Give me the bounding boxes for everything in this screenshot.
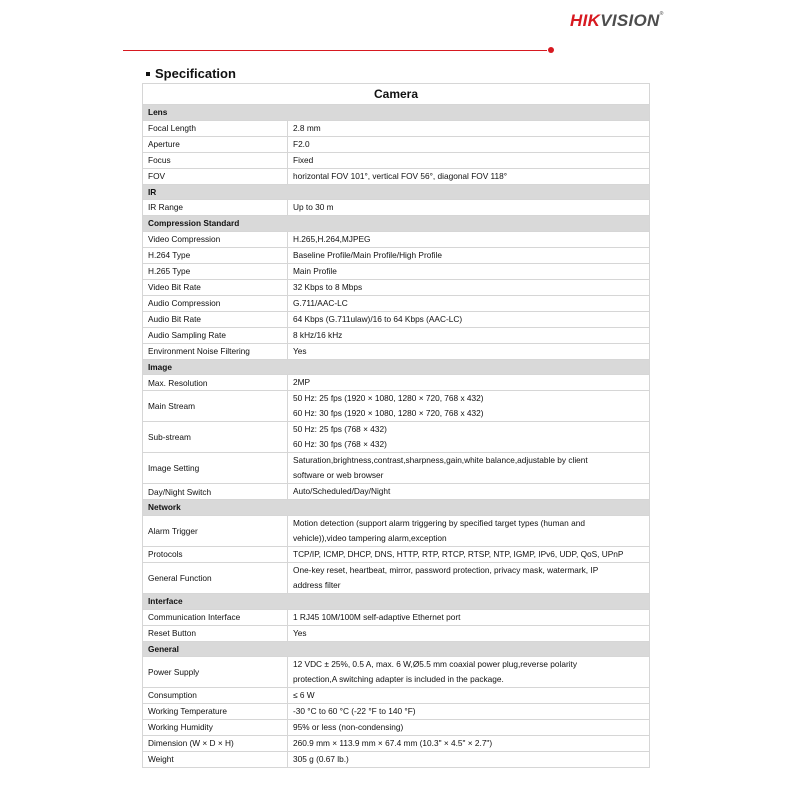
spec-row (143, 200, 650, 216)
spec-table (142, 83, 650, 768)
table-title: Camera (143, 84, 650, 105)
spec-value-line: 50 Hz: 25 fps (1920 × 1080, 1280 × 720, 768 x 432) (293, 393, 484, 404)
spec-value-line: 60 Hz: 30 fps (1920 × 1080, 1280 × 720, 768 x 432) (293, 408, 484, 419)
spec-value-line: 95% or less (non-condensing) (293, 722, 404, 733)
spec-value-line: Motion detection (support alarm triggering by specified target types (human and (293, 517, 585, 528)
group-row-ir (143, 184, 650, 200)
spec-key: Power Supply (143, 657, 288, 688)
spec-value (288, 657, 650, 688)
group-row-compression-standard (143, 216, 650, 232)
spec-value (288, 295, 650, 311)
group-heading: IR (143, 184, 650, 200)
group-row-image (143, 359, 650, 375)
spec-value-line: Yes (293, 345, 307, 356)
spec-row (143, 453, 650, 484)
spec-row (143, 327, 650, 343)
spec-value-line: software or web browser (293, 470, 384, 481)
spec-key: Working Humidity (143, 720, 288, 736)
section-heading (146, 66, 236, 81)
spec-key: FOV (143, 168, 288, 184)
logo-part-vision: VISION (600, 11, 660, 30)
spec-key: Audio Compression (143, 295, 288, 311)
spec-value-line: ≤ 6 W (293, 690, 315, 701)
spec-value-line: Up to 30 m (293, 202, 334, 213)
spec-value (288, 168, 650, 184)
spec-value-line: 260.9 mm × 113.9 mm × 67.4 mm (10.3" × 4.5" × 2.7") (293, 738, 493, 749)
group-heading: General (143, 641, 650, 657)
spec-key: Main Stream (143, 391, 288, 422)
table-title-row (143, 84, 650, 105)
spec-row (143, 247, 650, 263)
spec-row (143, 120, 650, 136)
spec-row (143, 168, 650, 184)
spec-row (143, 609, 650, 625)
spec-row (143, 152, 650, 168)
spec-value-line: Yes (293, 627, 307, 638)
spec-key: Dimension (W × D × H) (143, 736, 288, 752)
spec-value (288, 231, 650, 247)
registered-mark: ® (659, 11, 664, 17)
spec-value-line: TCP/IP, ICMP, DHCP, DNS, HTTP, RTP, RTCP, RTSP, NTP, IGMP, IPv6, UDP, QoS, UPnP (293, 548, 624, 559)
spec-value-line: 60 Hz: 30 fps (768 × 432) (293, 439, 387, 450)
spec-value-line: G.711/AAC-LC (293, 297, 348, 308)
spec-row (143, 704, 650, 720)
spec-key: Focal Length (143, 120, 288, 136)
spec-row (143, 231, 650, 247)
spec-key: General Function (143, 562, 288, 593)
spec-key: Weight (143, 752, 288, 768)
spec-value (288, 136, 650, 152)
spec-row (143, 263, 650, 279)
spec-value (288, 279, 650, 295)
section-title: Specification (155, 66, 236, 81)
spec-key: Video Bit Rate (143, 279, 288, 295)
spec-key: H.265 Type (143, 263, 288, 279)
group-heading: Interface (143, 593, 650, 609)
spec-value-line: 64 Kbps (G.711ulaw)/16 to 64 Kbps (AAC-LC) (293, 313, 463, 324)
spec-value (288, 327, 650, 343)
spec-row (143, 422, 650, 453)
spec-value-line: horizontal FOV 101°, vertical FOV 56°, diagonal FOV 118° (293, 170, 508, 181)
spec-key: Audio Sampling Rate (143, 327, 288, 343)
spec-row (143, 736, 650, 752)
spec-value (288, 453, 650, 484)
spec-value (288, 391, 650, 422)
spec-value (288, 343, 650, 359)
spec-value (288, 263, 650, 279)
spec-row (143, 752, 650, 768)
spec-row (143, 562, 650, 593)
spec-row (143, 657, 650, 688)
group-row-interface (143, 593, 650, 609)
spec-row (143, 688, 650, 704)
group-row-general (143, 641, 650, 657)
group-heading: Compression Standard (143, 216, 650, 232)
spec-key: Aperture (143, 136, 288, 152)
spec-value (288, 247, 650, 263)
spec-key: Focus (143, 152, 288, 168)
spec-row (143, 720, 650, 736)
spec-value-line: 305 g (0.67 lb.) (293, 754, 349, 765)
spec-value-line: Saturation,brightness,contrast,sharpness,gain,white balance,adjustable by client (293, 455, 588, 466)
spec-value (288, 422, 650, 453)
spec-row (143, 625, 650, 641)
spec-value-line: 2.8 mm (293, 122, 321, 133)
spec-key: Communication Interface (143, 609, 288, 625)
spec-row (143, 484, 650, 500)
spec-key: Audio Bit Rate (143, 311, 288, 327)
spec-value (288, 736, 650, 752)
spec-value-line: vehicle)),video tampering alarm,exception (293, 532, 447, 543)
spec-key: Working Temperature (143, 704, 288, 720)
spec-value (288, 375, 650, 391)
spec-value-line: Fixed (293, 154, 314, 165)
spec-key: Day/Night Switch (143, 484, 288, 500)
group-row-lens (143, 105, 650, 121)
spec-value-line: F2.0 (293, 138, 310, 149)
spec-value (288, 704, 650, 720)
spec-value-line: One-key reset, heartbeat, mirror, password protection, privacy mask, watermark, IP (293, 564, 599, 575)
spec-key: Max. Resolution (143, 375, 288, 391)
spec-row (143, 391, 650, 422)
spec-value (288, 152, 650, 168)
spec-value-line: 1 RJ45 10M/100M self-adaptive Ethernet port (293, 611, 461, 622)
spec-value-line: 8 kHz/16 kHz (293, 329, 343, 340)
spec-value (288, 311, 650, 327)
spec-key: Reset Button (143, 625, 288, 641)
spec-value (288, 546, 650, 562)
spec-value-line: 32 Kbps to 8 Mbps (293, 281, 363, 292)
spec-value (288, 720, 650, 736)
spec-key: Image Setting (143, 453, 288, 484)
spec-value-line: H.265,H.264,MJPEG (293, 233, 371, 244)
spec-row (143, 295, 650, 311)
spec-value-line: 2MP (293, 377, 311, 388)
spec-value-line: address filter (293, 579, 341, 590)
spec-row (143, 515, 650, 546)
spec-value (288, 688, 650, 704)
spec-value (288, 609, 650, 625)
spec-row (143, 375, 650, 391)
spec-row (143, 546, 650, 562)
spec-key: Video Compression (143, 231, 288, 247)
group-heading: Lens (143, 105, 650, 121)
spec-value (288, 752, 650, 768)
spec-value (288, 200, 650, 216)
spec-row (143, 279, 650, 295)
bullet-icon (146, 72, 150, 76)
spec-value (288, 625, 650, 641)
spec-key: Sub-stream (143, 422, 288, 453)
header-divider-dot (548, 47, 554, 53)
spec-row (143, 343, 650, 359)
spec-value (288, 120, 650, 136)
spec-key: Protocols (143, 546, 288, 562)
spec-key: Alarm Trigger (143, 515, 288, 546)
spec-value-line: 50 Hz: 25 fps (768 × 432) (293, 424, 387, 435)
hikvision-logo (570, 11, 664, 31)
spec-value-line: Baseline Profile/Main Profile/High Profile (293, 249, 442, 260)
spec-value-line: protection,A switching adapter is included in the package. (293, 674, 504, 685)
spec-value-line: Auto/Scheduled/Day/Night (293, 486, 391, 497)
spec-value-line: -30 °C to 60 °C (-22 °F to 140 °F) (293, 706, 416, 717)
spec-row (143, 311, 650, 327)
spec-key: Environment Noise Filtering (143, 343, 288, 359)
spec-value (288, 515, 650, 546)
group-row-network (143, 500, 650, 516)
group-heading: Network (143, 500, 650, 516)
logo-part-hik: HIK (570, 11, 601, 30)
spec-value (288, 484, 650, 500)
spec-key: H.264 Type (143, 247, 288, 263)
group-heading: Image (143, 359, 650, 375)
spec-value-line: Main Profile (293, 265, 337, 276)
spec-key: Consumption (143, 688, 288, 704)
header-divider-line (123, 50, 547, 51)
spec-row (143, 136, 650, 152)
spec-value-line: 12 VDC ± 25%, 0.5 A, max. 6 W,Ø5.5 mm coaxial power plug,reverse polarity (293, 659, 578, 670)
spec-key: IR Range (143, 200, 288, 216)
spec-value (288, 562, 650, 593)
